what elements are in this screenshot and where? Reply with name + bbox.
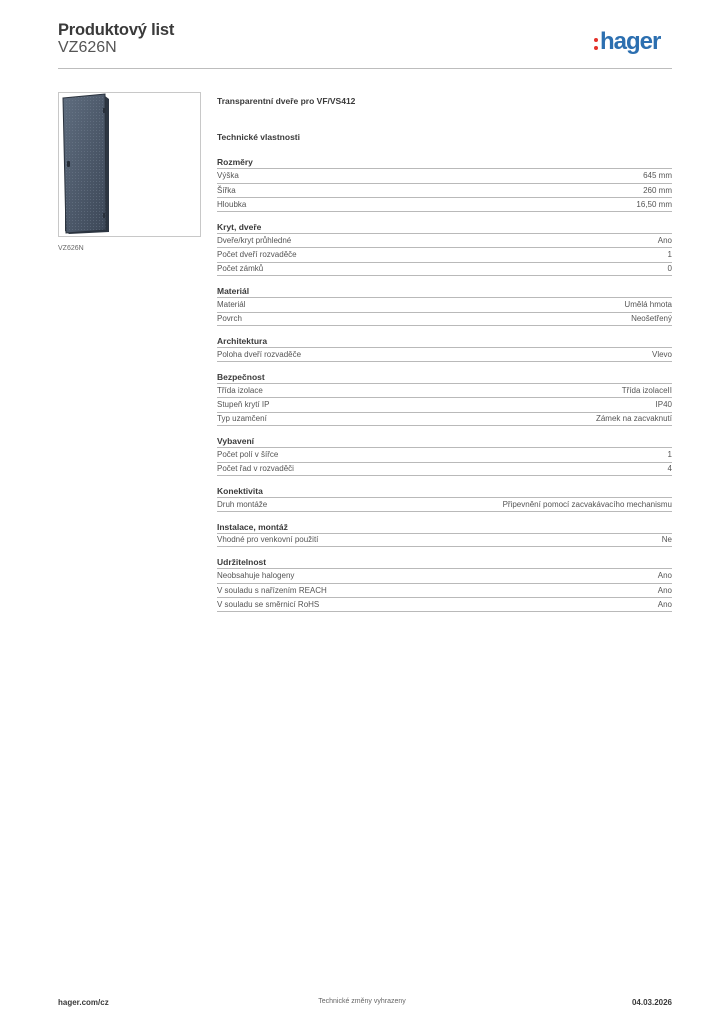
spec-rows xyxy=(217,533,672,548)
footer-note: Technické změny vyhrazeny xyxy=(318,998,406,1005)
spec-row xyxy=(217,262,672,277)
logo-text: hager xyxy=(600,28,661,55)
section-title: Konektivita xyxy=(217,486,263,496)
spec-section xyxy=(217,435,672,476)
spec-row xyxy=(217,583,672,598)
spec-label: Povrch xyxy=(217,314,242,324)
spec-row xyxy=(217,533,672,548)
spec-rows xyxy=(217,447,672,476)
spec-rows xyxy=(217,568,672,612)
spec-value: Vlevo xyxy=(651,349,672,359)
spec-row xyxy=(217,568,672,583)
section-title: Vybavení xyxy=(217,436,255,446)
spec-label: Výška xyxy=(217,171,239,181)
spec-value: 0 xyxy=(667,264,672,274)
spec-value: Zámek na zacvaknutí xyxy=(595,414,672,424)
spec-row xyxy=(217,168,672,183)
specification-sections xyxy=(217,156,672,612)
spec-value: Umělá hmota xyxy=(624,300,672,310)
spec-value: Ne xyxy=(661,535,672,545)
spec-label: Počet polí v šířce xyxy=(217,450,279,460)
spec-value: Třída izolaceII xyxy=(621,385,672,395)
spec-value: IP40 xyxy=(655,400,672,410)
spec-label: Materiál xyxy=(217,300,246,310)
spec-value: 16,50 mm xyxy=(636,199,672,209)
spec-value: Ano xyxy=(657,235,672,245)
section-title: Udržitelnost xyxy=(217,557,267,567)
spec-row xyxy=(217,383,672,398)
spec-label: V souladu s nařízením REACH xyxy=(217,585,327,595)
spec-row xyxy=(217,462,672,477)
spec-row xyxy=(217,497,672,512)
spec-section xyxy=(217,371,672,427)
spec-row xyxy=(217,397,672,412)
spec-row xyxy=(217,597,672,612)
spec-value: 1 xyxy=(667,450,672,460)
spec-value: Ano xyxy=(657,585,672,595)
spec-label: Vhodné pro venkovní použití xyxy=(217,535,319,545)
footer-website-link[interactable]: hager.com/cz xyxy=(58,998,109,1007)
section-title: Architektura xyxy=(217,336,268,346)
spec-label: V souladu se směrnicí RoHS xyxy=(217,599,320,609)
logo-dots-icon xyxy=(594,38,598,50)
spec-value: Ano xyxy=(657,599,672,609)
spec-value: Připevnění pomocí zacvakávacího mechanismu xyxy=(502,499,672,509)
spec-section xyxy=(217,521,672,548)
spec-label: Šířka xyxy=(217,185,236,195)
spec-value: 4 xyxy=(667,464,672,474)
spec-label: Hloubka xyxy=(217,199,247,209)
spec-section xyxy=(217,285,672,326)
main-content xyxy=(217,96,672,621)
product-code: VZ626N xyxy=(58,39,117,56)
section-title: Instalace, montáž xyxy=(217,521,288,532)
spec-section xyxy=(217,485,672,512)
spec-rows xyxy=(217,497,672,512)
spec-label: Třída izolace xyxy=(217,385,263,395)
section-title: Bezpečnost xyxy=(217,371,265,382)
spec-section xyxy=(217,556,672,612)
spec-label: Počet zámků xyxy=(217,264,264,274)
spec-label: Počet dveří rozvaděče xyxy=(217,250,297,260)
spec-row xyxy=(217,312,672,327)
spec-row xyxy=(217,447,672,462)
spec-row xyxy=(217,412,672,427)
spec-label: Dveře/kryt průhledné xyxy=(217,235,292,245)
door-panel-image xyxy=(59,93,200,236)
spec-rows xyxy=(217,168,672,212)
spec-section xyxy=(217,335,672,362)
technical-properties-heading: Technické vlastnosti xyxy=(217,132,300,142)
spec-row xyxy=(217,197,672,212)
spec-section xyxy=(217,221,672,277)
header-divider xyxy=(58,68,672,69)
spec-label: Poloha dveří rozvaděče xyxy=(217,349,302,359)
spec-label: Neobsahuje halogeny xyxy=(217,571,295,581)
spec-value: 645 mm xyxy=(643,171,672,181)
spec-label: Druh montáže xyxy=(217,499,268,509)
product-image-frame xyxy=(58,92,201,237)
product-name: Transparentní dveře pro VF/VS412 xyxy=(217,96,356,106)
spec-rows xyxy=(217,233,672,277)
spec-label: Stupeň krytí IP xyxy=(217,400,270,410)
spec-rows xyxy=(217,383,672,427)
spec-row xyxy=(217,233,672,248)
spec-label: Typ uzamčení xyxy=(217,414,267,424)
footer-date: 04.03.2026 xyxy=(631,998,672,1007)
spec-row xyxy=(217,347,672,362)
spec-value: Neošetřený xyxy=(631,314,672,324)
section-title: Materiál xyxy=(217,286,250,296)
spec-section xyxy=(217,156,672,212)
spec-row xyxy=(217,297,672,312)
spec-value: Ano xyxy=(657,571,672,581)
hager-logo[interactable] xyxy=(594,26,660,58)
header-title: Produktový list xyxy=(58,21,175,39)
image-caption: VZ626N xyxy=(58,245,84,252)
spec-row xyxy=(217,183,672,198)
spec-label: Počet řad v rozvaděči xyxy=(217,464,294,474)
spec-rows xyxy=(217,347,672,362)
section-title: Rozměry xyxy=(217,157,253,167)
section-title: Kryt, dveře xyxy=(217,221,262,232)
spec-rows xyxy=(217,297,672,326)
spec-row xyxy=(217,247,672,262)
spec-value: 260 mm xyxy=(643,185,672,195)
spec-value: 1 xyxy=(667,250,672,260)
